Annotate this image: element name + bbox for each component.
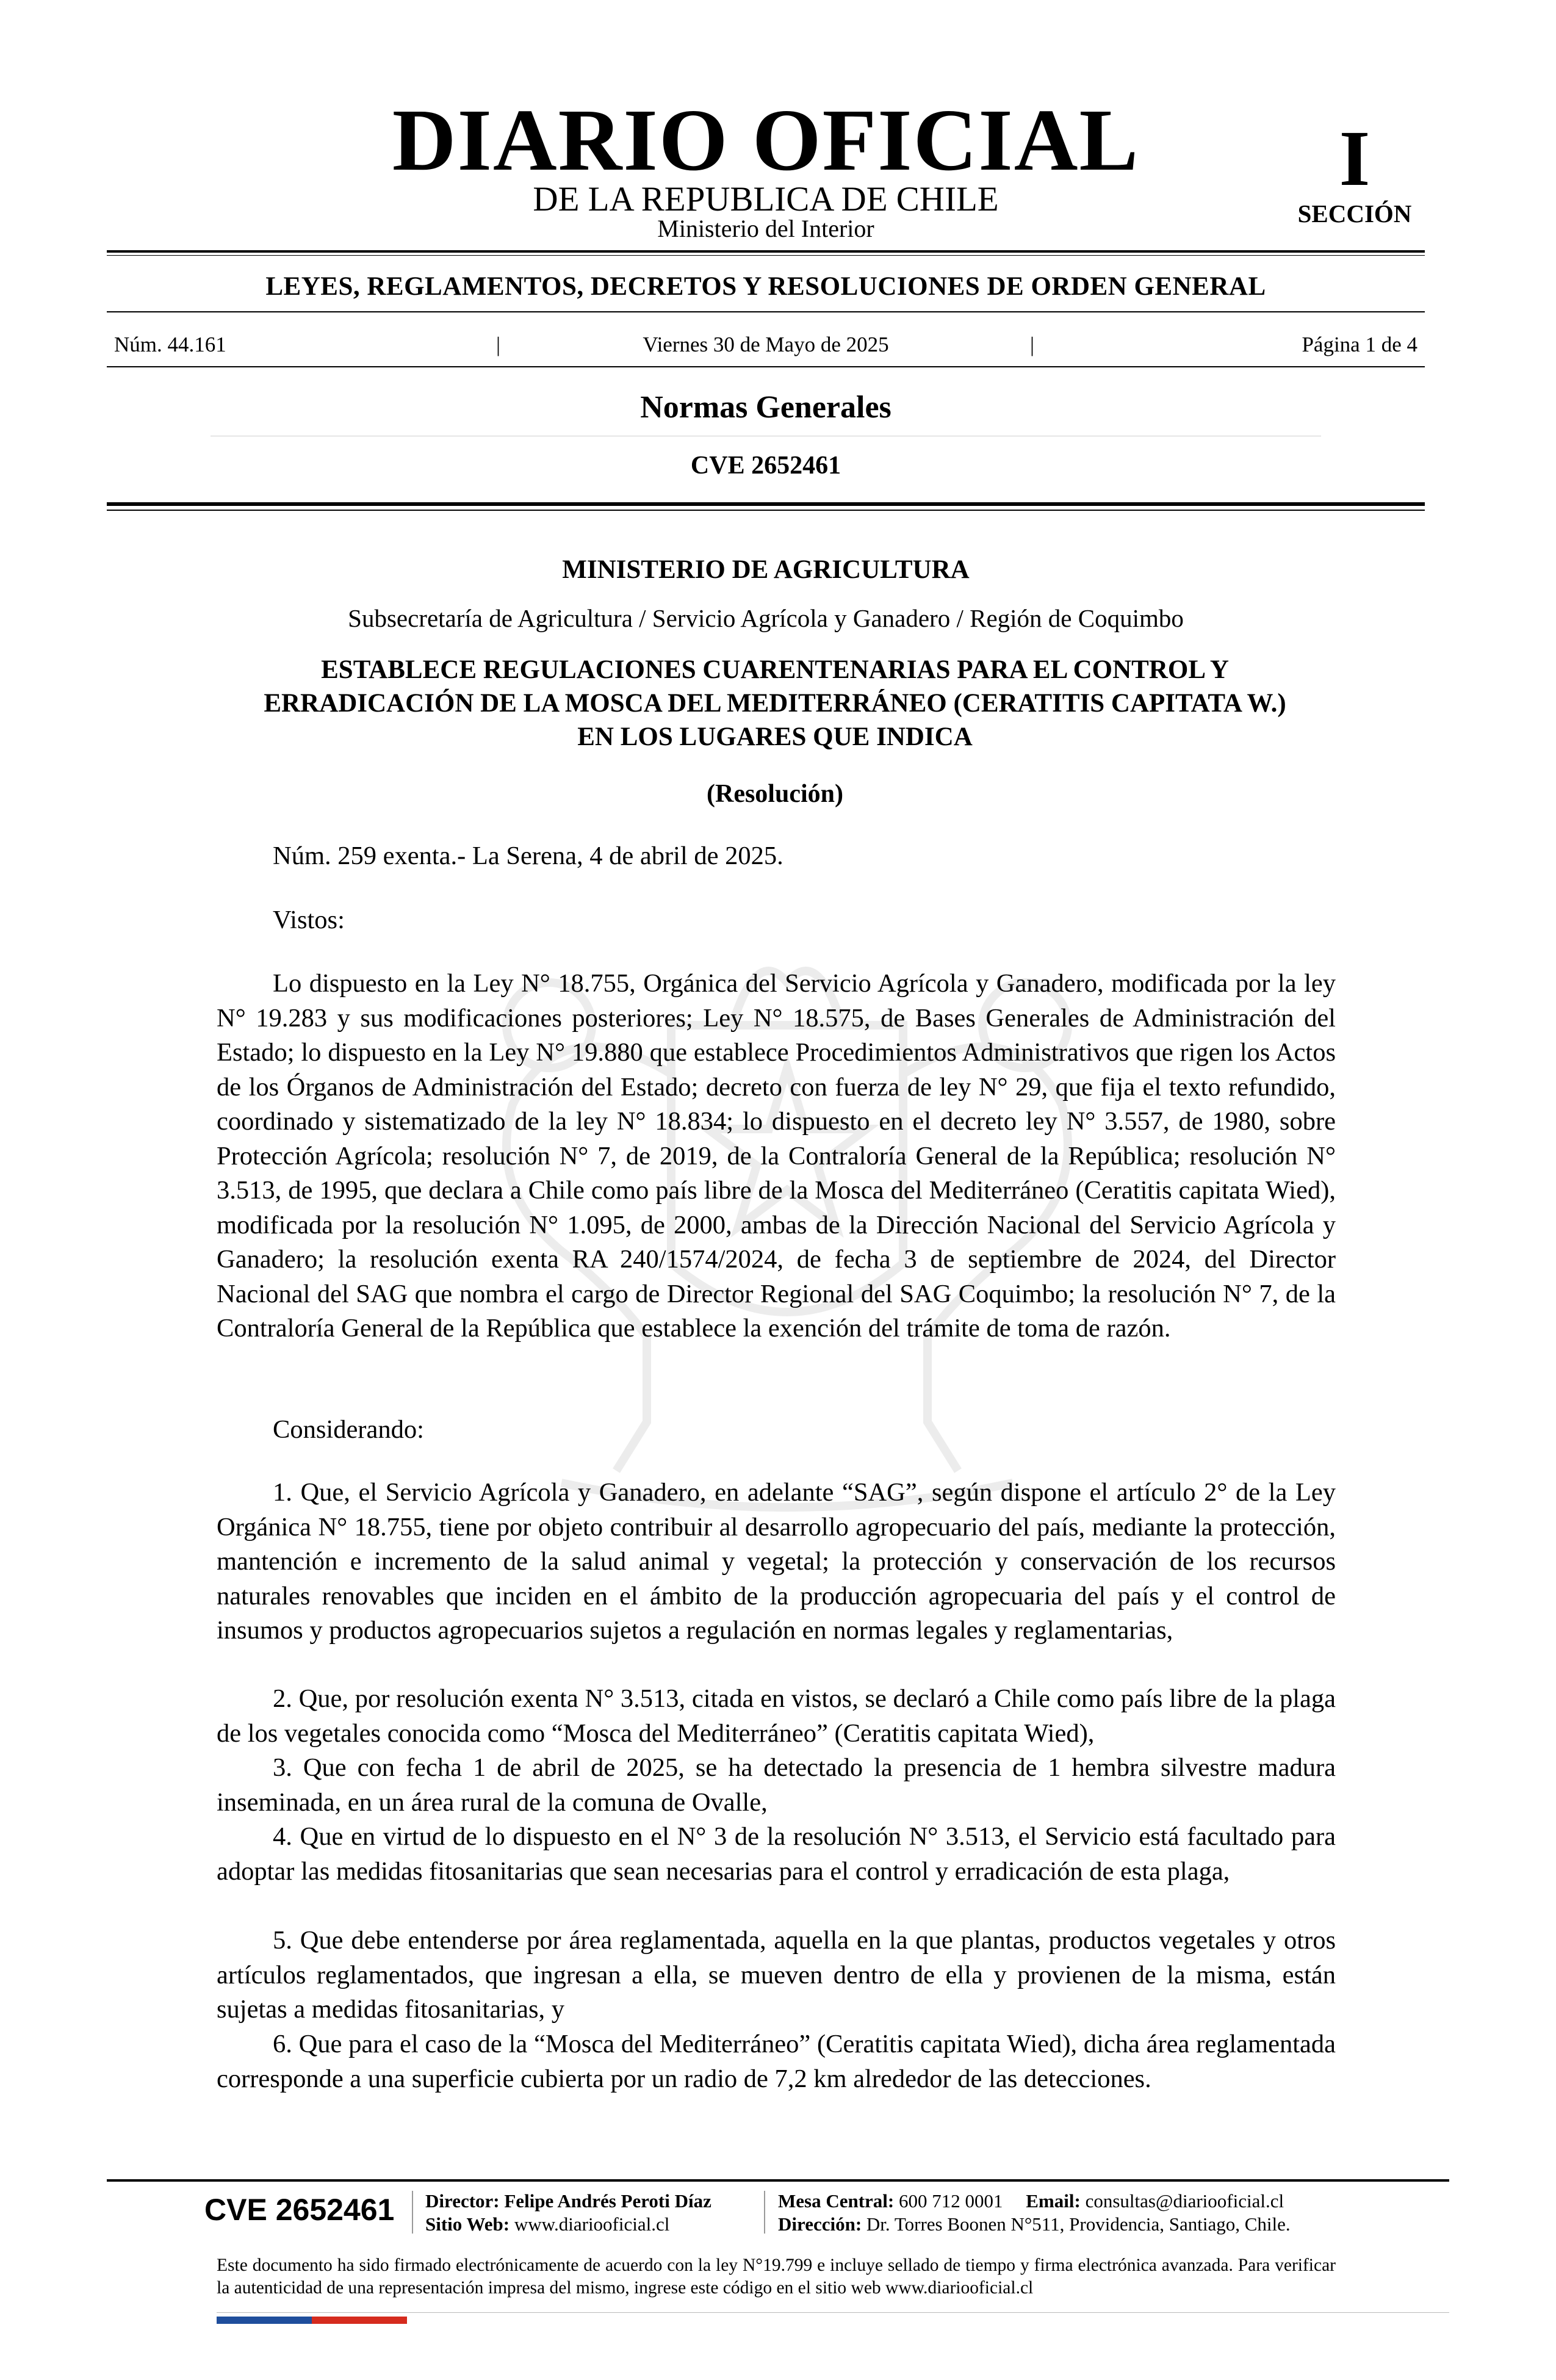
footer-contact	[778, 2190, 1284, 2213]
flag-stripe-blue	[217, 2317, 312, 2324]
email-label: Email:	[1026, 2190, 1081, 2212]
website-link[interactable]: www.diariooficial.cl	[514, 2213, 670, 2235]
masthead-rule-top-thin	[107, 255, 1425, 256]
issue-number: Núm. 44.161	[114, 333, 226, 356]
footer-rule	[107, 2179, 1449, 2182]
considerando-heading: Considerando:	[273, 1415, 424, 1444]
issue-date: Viernes 30 de Mayo de 2025	[643, 333, 889, 356]
vistos-heading: Vistos:	[273, 906, 345, 934]
footer-website	[425, 2213, 669, 2236]
footer-divider	[412, 2191, 413, 2234]
address-label: Dirección:	[778, 2213, 862, 2235]
issue-separator: |	[1030, 333, 1035, 356]
issue-page: Página 1 de 4	[1302, 333, 1417, 356]
issue-separator: |	[496, 333, 501, 356]
cve-code: CVE 2652461	[690, 452, 841, 480]
website-label: Sitio Web:	[425, 2213, 510, 2235]
masthead-rule-top	[107, 250, 1425, 253]
considerando-item: 2. Que, por resolución exenta N° 3.513, citada en vistos, se declaró a Chile como país libre de la plaga de los vegetales conocida como “Mosca del Mediterráneo” (Ceratitis capitata Wied),	[217, 1684, 1336, 1748]
issuing-office: Subsecretaría de Agricultura / Servicio Agrícola y Ganadero / Región de Coquimbo	[348, 604, 1184, 632]
director-name: Felipe Andrés Peroti Díaz	[504, 2190, 711, 2212]
considerando-item: 5. Que debe entenderse por área reglamentada, aquella en la que plantas, productos vegetales y otros artículos reglamentados, que ingresan a ella, se mueven dentro de ella y provienen de la misma, están sujetas a medidas fitosanitarias, y	[217, 1926, 1336, 2024]
norms-title: Normas Generales	[640, 390, 891, 425]
footer-cve-code: CVE 2652461	[204, 2193, 395, 2227]
cve-rule-thick	[107, 502, 1425, 506]
category-heading: LEYES, REGLAMENTOS, DECRETOS Y RESOLUCIONES DE ORDEN GENERAL	[265, 272, 1266, 301]
director-label: Director:	[425, 2190, 500, 2212]
phone-label: Mesa Central:	[778, 2190, 895, 2212]
signature-notice: Este documento ha sido firmado electrónicamente de acuerdo con la ley N°19.799 e incluye sellado de tiempo y firma electrónica avanzada. Para verificar la autenticidad de una representación impresa del mismo, ingrese este código en el sitio web www.diariooficial.cl	[217, 2256, 1336, 2298]
cve-rule-thin	[107, 510, 1425, 511]
footer-director	[425, 2190, 711, 2213]
vistos-paragraph: Lo dispuesto en la Ley N° 18.755, Orgánica del Servicio Agrícola y Ganadero, modificada por la ley N° 19.283 y sus modificaciones posteriores; Ley N° 18.575, de Bases Generales de Administración del Estado; lo dispuesto en la Ley N° 19.880 que establece Procedimientos Administrativos que rigen los Actos de los Órganos de Administración del Estado; decreto con fuerza de ley N° 29, que fija el texto refundido, coordinado y sistematizado de la ley N° 18.834; lo dispuesto en el decreto ley N° 3.557, de 1980, sobre Protección Agrícola; resolución N° 7, de 2019, de la Contraloría General de la República; resolución N° 3.513, de 1995, que declara a Chile como país libre de la Mosca del Mediterráneo (Ceratitis capitata Wied), modificada por la resolución N° 1.095, de 2000, ambas de la Dirección Nacional del Servicio Agrícola y Ganadero; la resolución exenta RA 240/1574/2024, de fecha 3 de septiembre de 2024, del Director Nacional del SAG que nombra el cargo de Director Regional del SAG Coquimbo; la resolución N° 7, de la Contraloría General de la República que establece la exención del trámite de toma de razón.	[217, 969, 1336, 1343]
category-rule	[107, 311, 1425, 312]
resolution-title: ESTABLECE REGULACIONES CUARENTENARIAS PARA EL CONTROL Y ERRADICACIÓN DE LA MOSCA DEL MEDITERRÁNEO (CERATITIS CAPITATA W.) EN LOS LUGARES QUE INDICA	[264, 655, 1286, 751]
issue-rule	[107, 366, 1425, 367]
issuing-ministry: MINISTERIO DE AGRICULTURA	[562, 555, 970, 584]
section-label: SECCIÓN	[1297, 200, 1412, 228]
section-number: I	[1339, 115, 1371, 203]
masthead-subtitle: DE LA REPUBLICA DE CHILE	[533, 180, 999, 218]
footer-divider	[764, 2191, 765, 2234]
issue-bar	[107, 330, 1425, 360]
resolution-number: Núm. 259 exenta.- La Serena, 4 de abril de 2025.	[273, 842, 783, 870]
phone-number: 600 712 0001	[899, 2190, 1003, 2212]
masthead-ministry: Ministerio del Interior	[657, 215, 874, 242]
considerando-item: 1. Que, el Servicio Agrícola y Ganadero, en adelante “SAG”, según dispone el artículo 2° de la Ley Orgánica N° 18.755, tiene por objeto contribuir al desarrollo agropecuario del país, mediante la protección, mantención e incremento de la salud animal y vegetal; la protección y conservación de los recursos naturales renovables que inciden en el ámbito de la producción agropecuaria del país y el control de insumos y productos agropecuarios sujetos a regulación en normas legales y reglamentarias,	[217, 1478, 1336, 1645]
considerando-item: 6. Que para el caso de la “Mosca del Mediterráneo” (Ceratitis capitata Wied), dicha área reglamentada corresponde a una superficie cubierta por un radio de 7,2 km alrededor de las detecciones.	[217, 2030, 1336, 2093]
footer-rule-thin	[217, 2312, 1449, 2313]
flag-stripe-red	[312, 2317, 407, 2324]
resolution-label: (Resolución)	[707, 780, 843, 808]
considerando-item: 3. Que con fecha 1 de abril de 2025, se ha detectado la presencia de 1 hembra silvestre madura inseminada, en un área rural de la comuna de Ovalle,	[217, 1753, 1336, 1817]
considerando-item: 4. Que en virtud de lo dispuesto en el N° 3 de la resolución N° 3.513, el Servicio está facultado para adoptar las medidas fitosanitarias que sean necesarias para el control y erradicación de esta plaga,	[217, 1822, 1336, 1886]
email-link[interactable]: consultas@diariooficial.cl	[1085, 2190, 1284, 2212]
address-text: Dr. Torres Boonen N°511, Providencia, Santiago, Chile.	[866, 2213, 1291, 2235]
footer-address	[778, 2213, 1291, 2236]
masthead-title: DIARIO OFICIAL	[392, 92, 1140, 189]
